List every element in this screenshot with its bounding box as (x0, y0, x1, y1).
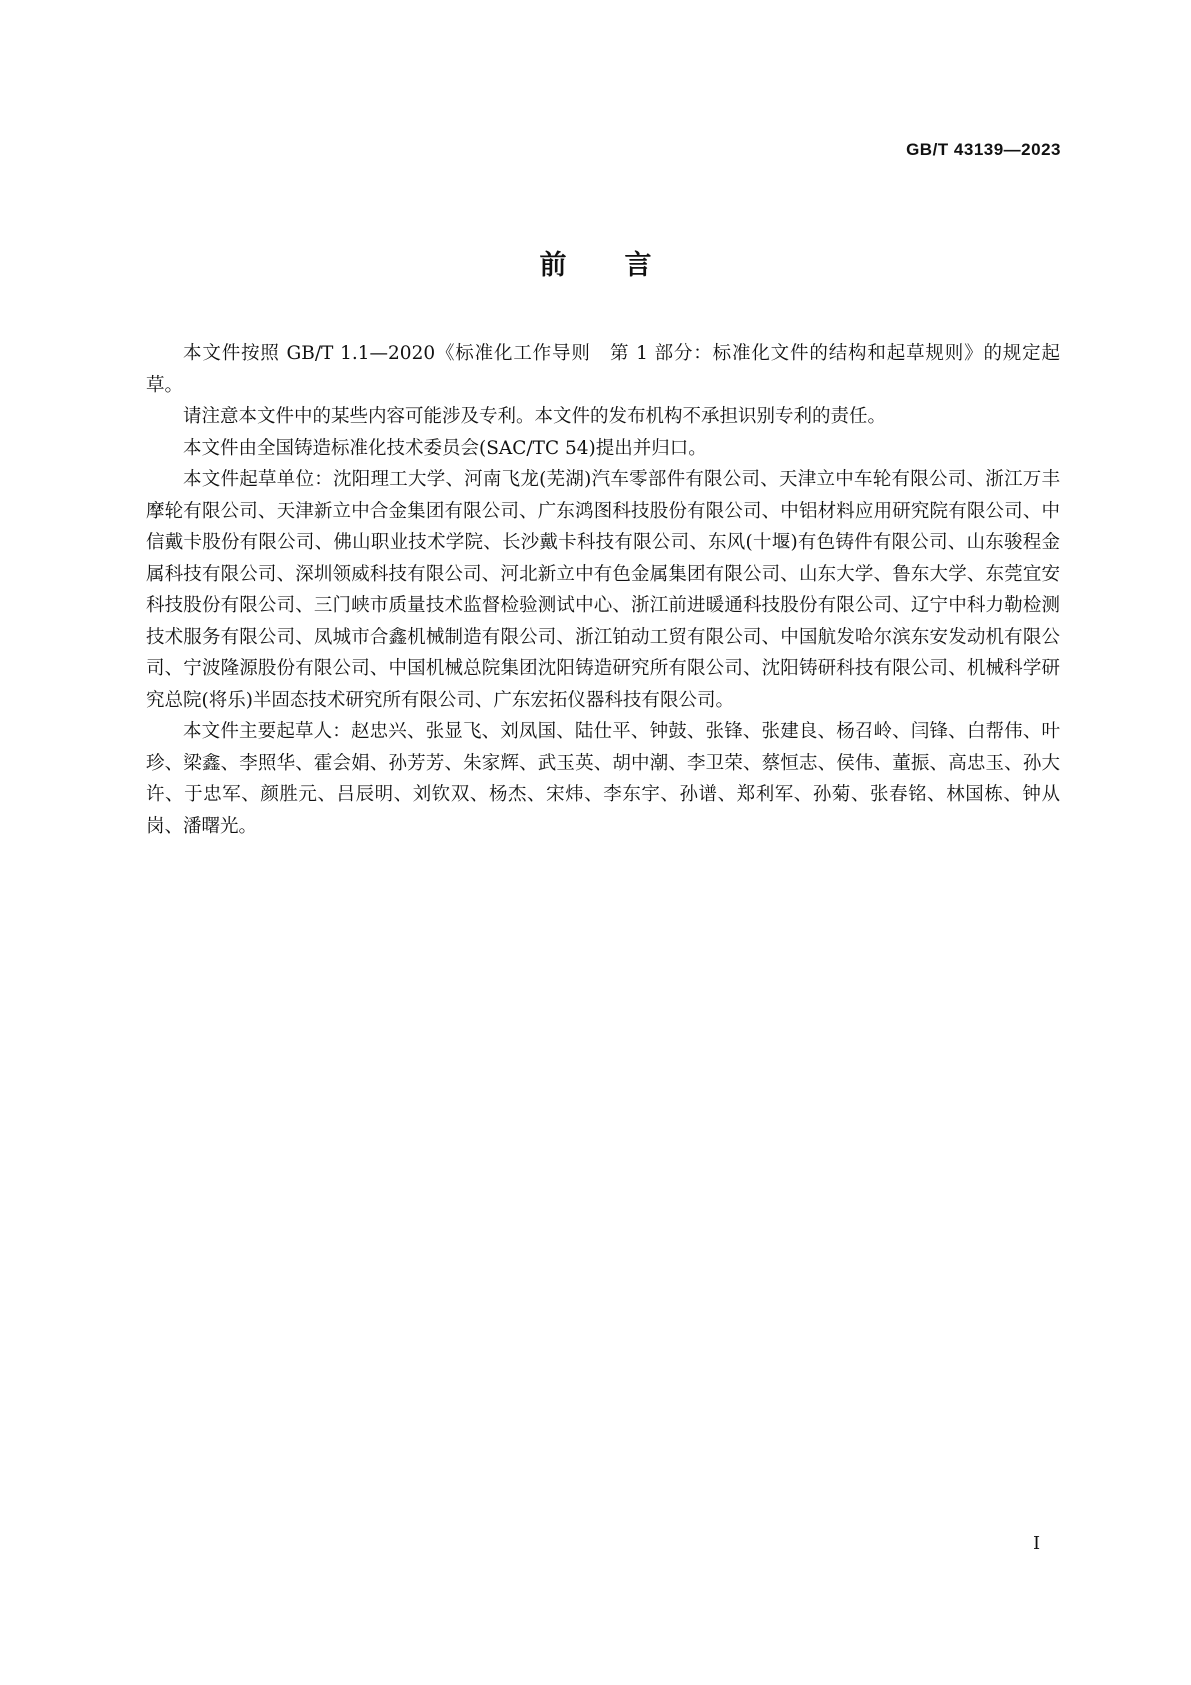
paragraph-main-drafters: 本文件主要起草人：赵忠兴、张显飞、刘凤国、陆仕平、钟鼓、张锋、张建良、杨召岭、闫锋、白帮伟、叶珍、梁鑫、李照华、霍会娟、孙芳芳、朱家辉、武玉英、胡中潮、李卫荣、蔡恒志、侯伟、董振、高忠玉、孙大许、于忠军、颜胜元、吕辰明、刘钦双、杨杰、宋炜、李东宇、孙谱、郑利军、孙菊、张春铭、林国栋、钟从岗、潘曙光。 (146, 721, 1060, 837)
foreword-body (146, 338, 1060, 842)
paragraph-drafting-units: 本文件起草单位：沈阳理工大学、河南飞龙(芜湖)汽车零部件有限公司、天津立中车轮有限公司、浙江万丰摩轮有限公司、天津新立中合金集团有限公司、广东鸿图科技股份有限公司、中铝材料应用研究院有限公司、中信戴卡股份有限公司、佛山职业技术学院、长沙戴卡科技有限公司、东风(十堰)有色铸件有限公司、山东骏程金属科技有限公司、深圳领威科技有限公司、河北新立中有色金属集团有限公司、山东大学、鲁东大学、东莞宜安科技股份有限公司、三门峡市质量技术监督检验测试中心、浙江前进暖通科技股份有限公司、辽宁中科力勒检测技术服务有限公司、凤城市合鑫机械制造有限公司、浙江铂动工贸有限公司、中国航发哈尔滨东安发动机有限公司、宁波隆源股份有限公司、中国机械总院集团沈阳铸造研究所有限公司、沈阳铸研科技有限公司、机械科学研究总院(将乐)半固态技术研究所有限公司、广东宏拓仪器科技有限公司。 (146, 469, 1060, 711)
standard-number: GB/T 43139—2023 (906, 140, 1061, 159)
paragraph-drafting-rules: 本文件按照 GB/T 1.1—2020《标准化工作导则 第 1 部分：标准化文件的结构和起草规则》的规定起草。 (146, 343, 1060, 396)
page-title: 前言 (539, 250, 710, 281)
paragraph-proposer: 本文件由全国铸造标准化技术委员会(SAC/TC 54)提出并归口。 (183, 437, 707, 459)
paragraph-patent-notice: 请注意本文件中的某些内容可能涉及专利。本文件的发布机构不承担识别专利的责任。 (183, 406, 887, 427)
page-number: I (1033, 1533, 1041, 1554)
